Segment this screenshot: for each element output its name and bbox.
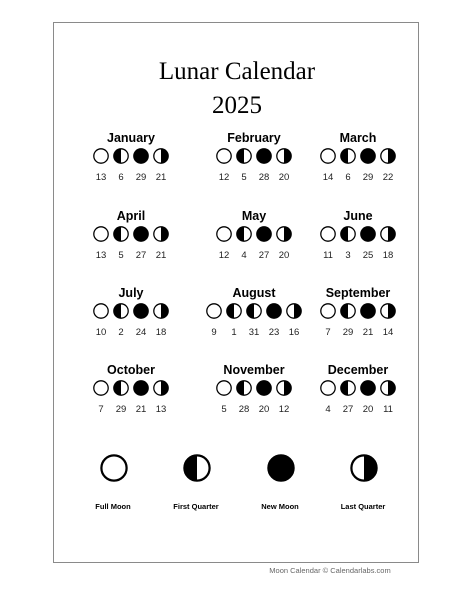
month-name: July bbox=[118, 286, 144, 300]
last-quarter-icon bbox=[153, 303, 169, 319]
phase-date: 20 bbox=[278, 172, 290, 183]
footer-credit: Moon Calendar © Calendarlabs.com bbox=[269, 566, 391, 575]
month-march bbox=[308, 131, 408, 191]
new-moon-icon bbox=[360, 303, 376, 319]
phase-date: 27 bbox=[342, 404, 354, 415]
phase-date: 14 bbox=[382, 327, 394, 338]
last-quarter-icon bbox=[286, 303, 302, 319]
phase-date: 7 bbox=[98, 404, 104, 415]
first-quarter-icon bbox=[340, 226, 356, 242]
phase-date: 21 bbox=[362, 327, 374, 338]
phase-date: 6 bbox=[345, 172, 351, 183]
phase-date: 31 bbox=[248, 327, 260, 338]
phase-date: 2 bbox=[118, 327, 124, 338]
phase-date: 20 bbox=[362, 404, 374, 415]
legend-label: First Quarter bbox=[173, 502, 219, 511]
phase-date: 12 bbox=[218, 172, 230, 183]
phase-date: 9 bbox=[211, 327, 217, 338]
month-name: February bbox=[227, 131, 281, 145]
first-quarter-icon bbox=[340, 303, 356, 319]
month-may bbox=[204, 209, 304, 269]
new-moon-icon bbox=[133, 303, 149, 319]
phase-date: 21 bbox=[155, 172, 167, 183]
month-name: December bbox=[327, 363, 389, 377]
phase-date: 29 bbox=[115, 404, 127, 415]
first-quarter-icon bbox=[340, 380, 356, 396]
legend-first-quarter bbox=[151, 454, 241, 524]
month-name: October bbox=[107, 363, 155, 377]
phase-date: 3 bbox=[345, 250, 351, 261]
legend-label: Last Quarter bbox=[340, 502, 386, 511]
phase-date: 4 bbox=[325, 404, 331, 415]
full-moon-icon bbox=[93, 226, 109, 242]
phase-date: 23 bbox=[268, 327, 280, 338]
phase-date: 18 bbox=[382, 250, 394, 261]
phase-date: 11 bbox=[323, 250, 333, 261]
month-name: May bbox=[241, 209, 267, 223]
legend-new-moon bbox=[235, 454, 325, 524]
legend-last-quarter bbox=[318, 454, 408, 524]
month-april bbox=[81, 209, 181, 269]
phase-date: 29 bbox=[362, 172, 374, 183]
new-moon-icon bbox=[256, 148, 272, 164]
phase-date: 4 bbox=[241, 250, 247, 261]
full-moon-icon bbox=[320, 380, 336, 396]
phase-date: 21 bbox=[135, 404, 147, 415]
phase-date: 28 bbox=[258, 172, 270, 183]
phase-date: 29 bbox=[342, 327, 354, 338]
full-moon-icon bbox=[320, 303, 336, 319]
last-quarter-icon bbox=[276, 226, 292, 242]
new-moon-icon bbox=[256, 226, 272, 242]
new-moon-icon bbox=[256, 380, 272, 396]
month-name: August bbox=[232, 286, 276, 300]
phase-date: 1 bbox=[231, 327, 237, 338]
month-july bbox=[81, 286, 181, 346]
phase-date: 11 bbox=[383, 404, 393, 415]
phase-date: 14 bbox=[322, 172, 334, 183]
phase-date: 20 bbox=[258, 404, 270, 415]
first-quarter-icon bbox=[226, 303, 242, 319]
month-name: September bbox=[325, 286, 391, 300]
first-quarter-icon bbox=[246, 303, 262, 319]
phase-date: 20 bbox=[278, 250, 290, 261]
phase-date: 12 bbox=[278, 404, 290, 415]
phase-date: 12 bbox=[218, 250, 230, 261]
last-quarter-icon bbox=[276, 148, 292, 164]
last-quarter-icon bbox=[276, 380, 292, 396]
first-quarter-icon bbox=[340, 148, 356, 164]
month-name: March bbox=[339, 131, 377, 145]
full-moon-icon bbox=[320, 148, 336, 164]
phase-date: 5 bbox=[118, 250, 124, 261]
full-moon-icon bbox=[93, 148, 109, 164]
last-quarter-icon bbox=[380, 148, 396, 164]
month-december bbox=[308, 363, 408, 423]
phase-date: 27 bbox=[135, 250, 147, 261]
last-quarter-icon bbox=[153, 148, 169, 164]
phase-date: 7 bbox=[325, 327, 331, 338]
month-name: April bbox=[116, 209, 146, 223]
phase-date: 18 bbox=[155, 327, 167, 338]
phase-date: 16 bbox=[288, 327, 300, 338]
month-october bbox=[81, 363, 181, 423]
full-moon-icon bbox=[100, 454, 128, 482]
full-moon-icon bbox=[216, 148, 232, 164]
first-quarter-icon bbox=[113, 380, 129, 396]
new-moon-icon bbox=[360, 148, 376, 164]
phase-date: 10 bbox=[95, 327, 107, 338]
legend-label: New Moon bbox=[261, 502, 299, 511]
phase-date: 22 bbox=[382, 172, 394, 183]
month-name: January bbox=[107, 131, 155, 145]
phase-date: 5 bbox=[221, 404, 227, 415]
new-moon-icon bbox=[360, 226, 376, 242]
phase-date: 13 bbox=[95, 172, 107, 183]
last-quarter-icon bbox=[153, 380, 169, 396]
first-quarter-icon bbox=[113, 148, 129, 164]
full-moon-icon bbox=[93, 303, 109, 319]
phase-date: 28 bbox=[238, 404, 250, 415]
full-moon-icon bbox=[93, 380, 109, 396]
first-quarter-icon bbox=[113, 303, 129, 319]
new-moon-icon bbox=[133, 380, 149, 396]
month-february bbox=[204, 131, 304, 191]
first-quarter-icon bbox=[113, 226, 129, 242]
first-quarter-icon bbox=[183, 454, 211, 482]
month-name: November bbox=[223, 363, 285, 377]
last-quarter-icon bbox=[380, 226, 396, 242]
last-quarter-icon bbox=[380, 380, 396, 396]
full-moon-icon bbox=[320, 226, 336, 242]
month-september bbox=[308, 286, 408, 346]
phase-date: 13 bbox=[155, 404, 167, 415]
phase-date: 13 bbox=[95, 250, 107, 261]
phase-date: 29 bbox=[135, 172, 147, 183]
new-moon-icon bbox=[267, 454, 295, 482]
phase-date: 27 bbox=[258, 250, 270, 261]
legend-full-moon bbox=[68, 454, 158, 524]
new-moon-icon bbox=[360, 380, 376, 396]
phase-date: 6 bbox=[118, 172, 124, 183]
last-quarter-icon bbox=[380, 303, 396, 319]
new-moon-icon bbox=[133, 226, 149, 242]
page-title: Lunar Calendar bbox=[158, 58, 316, 85]
legend-label: Full Moon bbox=[95, 502, 131, 511]
year-heading: 2025 bbox=[212, 92, 262, 119]
full-moon-icon bbox=[206, 303, 222, 319]
month-january bbox=[81, 131, 181, 191]
new-moon-icon bbox=[266, 303, 282, 319]
full-moon-icon bbox=[216, 226, 232, 242]
month-november bbox=[204, 363, 304, 423]
last-quarter-icon bbox=[153, 226, 169, 242]
phase-date: 21 bbox=[155, 250, 167, 261]
phase-date: 5 bbox=[241, 172, 247, 183]
first-quarter-icon bbox=[236, 148, 252, 164]
last-quarter-icon bbox=[350, 454, 378, 482]
phase-date: 25 bbox=[362, 250, 374, 261]
first-quarter-icon bbox=[236, 226, 252, 242]
full-moon-icon bbox=[216, 380, 232, 396]
new-moon-icon bbox=[133, 148, 149, 164]
phase-date: 24 bbox=[135, 327, 147, 338]
month-name: June bbox=[343, 209, 373, 223]
month-june bbox=[308, 209, 408, 269]
month-august bbox=[204, 286, 304, 346]
first-quarter-icon bbox=[236, 380, 252, 396]
